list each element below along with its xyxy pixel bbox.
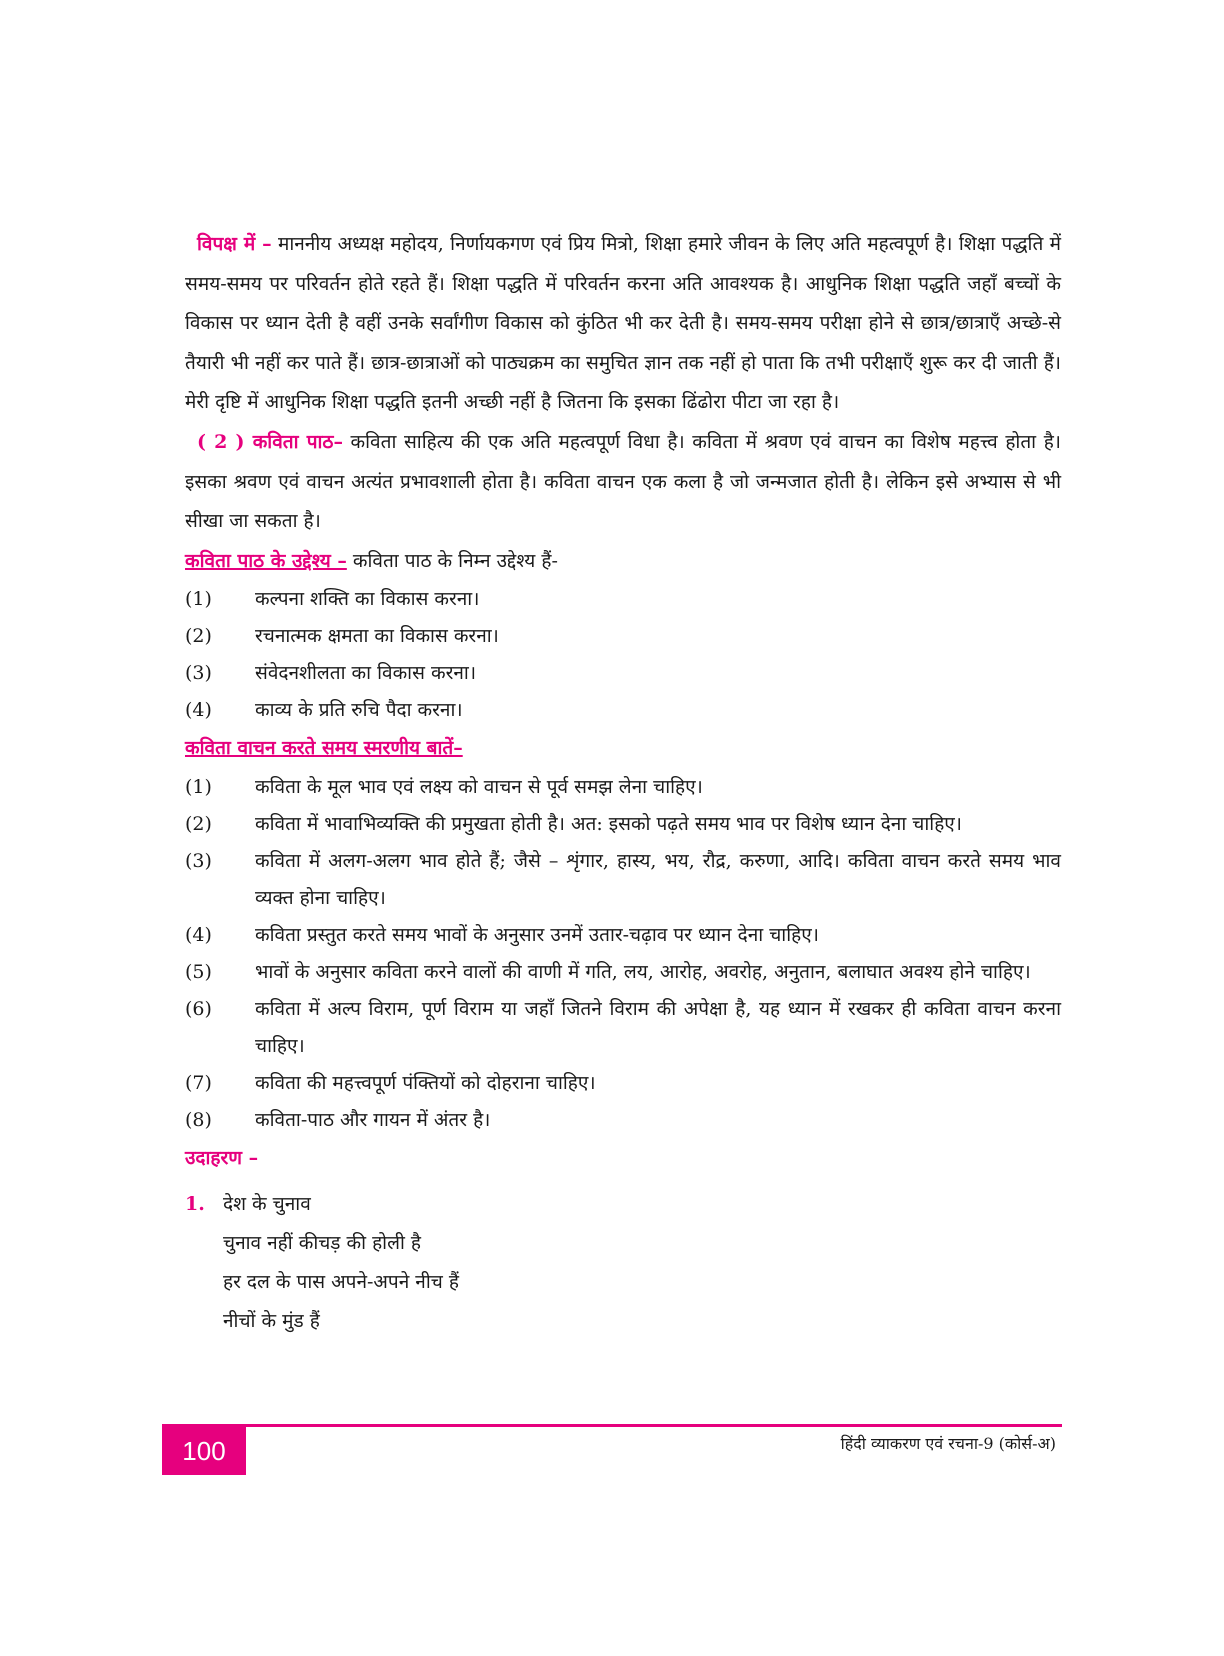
list-item-text: कविता में भावाभिव्यक्ति की प्रमुखता होती है। अत: इसको पढ़ते समय भाव पर विशेष ध्यान देना चाहिए। xyxy=(255,812,963,835)
list-item-text: कविता प्रस्तुत करते समय भावों के अनुसार उनमें उतार-चढ़ाव पर ध्यान देना चाहिए। xyxy=(255,923,819,946)
list-item-text: कविता में अलग-अलग भाव होते हैं; जैसे – शृंगार, हास्य, भय, रौद्र, करुणा, आदि। कविता वाचन करते समय भाव व्यक्त होना चाहिए। xyxy=(255,849,1061,909)
udaharan-heading: उदाहरण – xyxy=(185,1146,259,1169)
uddeshya-list xyxy=(185,581,1061,729)
list-item-number: (3) xyxy=(185,849,212,872)
list-item-text: संवेदनशीलता का विकास करना। xyxy=(255,662,477,685)
list-item xyxy=(185,581,1061,618)
list-item-text: कविता की महत्त्वपूर्ण पंक्तियों को दोहराना चाहिए। xyxy=(255,1071,596,1094)
vipaksh-label: विपक्ष में – xyxy=(197,233,272,255)
smaraniya-list xyxy=(185,769,1061,1139)
list-item xyxy=(185,655,1061,692)
poem-example xyxy=(185,1185,1061,1341)
book-title: हिंदी व्याकरण एवं रचना-9 (कोर्स-अ) xyxy=(840,1434,1056,1453)
list-item-number: (7) xyxy=(185,1071,212,1094)
list-item-text: कल्पना शक्ति का विकास करना। xyxy=(255,588,480,611)
list-item-number: (2) xyxy=(185,812,212,835)
list-item xyxy=(185,769,1061,806)
poem-title-line xyxy=(185,1185,1061,1224)
list-item-number: (6) xyxy=(185,997,212,1020)
poem-line: नीचों के मुंड हैं xyxy=(223,1309,320,1332)
list-item xyxy=(185,692,1061,729)
poem-enum: 1. xyxy=(185,1192,205,1215)
list-item xyxy=(185,954,1061,991)
uddeshya-heading: कविता पाठ के उद्देश्य – xyxy=(185,549,347,572)
list-item-number: (1) xyxy=(185,775,212,798)
list-item-number: (2) xyxy=(185,625,212,648)
kavita-path-text: कविता साहित्य की एक अति महत्वपूर्ण विधा है। कविता में श्रवण एवं वाचन का विशेष महत्त्व होता है। इसका श्रवण एवं वाचन अत्यंत प्रभावशाली होता है। कविता वाचन एक कला है जो जन्मजात होती है। लेकिन इसे अभ्यास से भी सीखा जा सकता है। xyxy=(185,430,1061,533)
list-item xyxy=(185,618,1061,655)
poem-line: हर दल के पास अपने-अपने नीच हैं xyxy=(223,1270,459,1293)
list-item xyxy=(185,806,1061,843)
list-item-number: (8) xyxy=(185,1108,212,1131)
list-item-text: कविता में अल्प विराम, पूर्ण विराम या जहाँ जितने विराम की अपेक्षा है, यह ध्यान में रखकर ही कविता वाचन करना चाहिए। xyxy=(255,997,1061,1057)
list-item-text: रचनात्मक क्षमता का विकास करना। xyxy=(255,625,499,648)
list-item xyxy=(185,917,1061,954)
vipaksh-text: माननीय अध्यक्ष महोदय, निर्णायकगण एवं प्रिय मित्रो, शिक्षा हमारे जीवन के लिए अति महत्वपूर्ण है। शिक्षा पद्धति में समय-समय पर परिवर्तन होते रहते हैं। शिक्षा पद्धति में परिवर्तन करना अति आवश्यक है। आधुनिक शिक्षा पद्धति जहाँ बच्चों के विकास पर ध्यान देती है वहीं उनके सर्वांगीण विकास को कुंठित भी कर देती है। समय-समय परीक्षा होने से छात्र/छात्राएँ अच्छे-से तैयारी भी नहीं कर पाते हैं। छात्र-छात्राओं को पाठ्यक्रम का समुचित ज्ञान तक नहीं हो पाता कि तभी परीक्षाएँ शुरू कर दी जाती हैं। मेरी दृष्टि में आधुनिक शिक्षा पद्धति इतनी अच्छी नहीं है जितना कि इसका ढिंढोरा पीटा जा रहा है। xyxy=(185,233,1061,414)
list-item-number: (1) xyxy=(185,588,212,611)
list-item-text: कविता-पाठ और गायन में अंतर है। xyxy=(255,1108,491,1131)
smaraniya-heading: कविता वाचन करते समय स्मरणीय बातें– xyxy=(185,737,463,760)
list-item-number: (5) xyxy=(185,960,212,983)
list-item xyxy=(185,991,1061,1065)
list-item xyxy=(185,1065,1061,1102)
list-item-number: (4) xyxy=(185,923,212,946)
page-number: 100 xyxy=(162,1427,246,1475)
footer-rule xyxy=(162,1424,1062,1427)
list-item-text: काव्य के प्रति रुचि पैदा करना। xyxy=(255,699,463,722)
kavita-path-paragraph xyxy=(185,423,1061,542)
list-item-text: भावों के अनुसार कविता करने वालों की वाणी में गति, लय, आरोह, अवरोह, अनुतान, बलाघात अवश्य होने चाहिए। xyxy=(255,960,1031,983)
poem-title: देश के चुनाव xyxy=(223,1192,311,1215)
list-item-number: (3) xyxy=(185,662,212,685)
poem-line: चुनाव नहीं कीचड़ की होली है xyxy=(223,1231,422,1254)
list-item xyxy=(185,1102,1061,1139)
uddeshya-heading-line xyxy=(185,542,1061,582)
kavita-path-label: ( 2 ) कविता पाठ– xyxy=(197,430,343,453)
list-item xyxy=(185,843,1061,917)
list-item-text: कविता के मूल भाव एवं लक्ष्य को वाचन से पूर्व समझ लेना चाहिए। xyxy=(255,775,703,798)
vipaksh-paragraph xyxy=(185,225,1061,423)
page-content xyxy=(185,225,1061,1341)
uddeshya-intro: कविता पाठ के निम्न उद्देश्य हैं- xyxy=(346,549,558,572)
list-item-number: (4) xyxy=(185,699,212,722)
